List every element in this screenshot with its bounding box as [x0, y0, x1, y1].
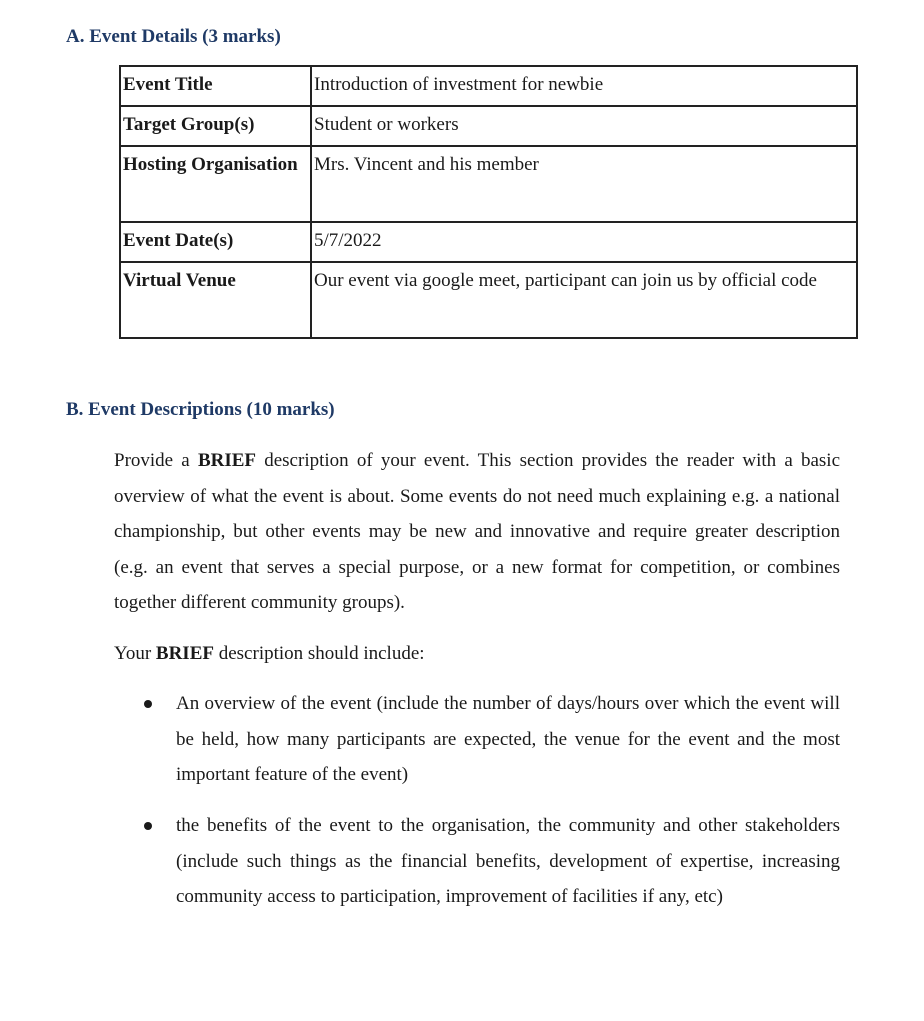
- event-date-label: Event Date(s): [120, 222, 311, 262]
- paragraph-text-pre: Provide a: [114, 450, 198, 471]
- description-paragraph: [114, 443, 840, 621]
- paragraph-bold-brief: BRIEF: [197, 450, 257, 471]
- include-bold-brief: BRIEF: [155, 643, 214, 664]
- table-row: [120, 146, 857, 222]
- include-text-pre: Your: [114, 643, 156, 664]
- include-text-post: description should include:: [213, 643, 425, 664]
- virtual-venue-value: Our event via google meet, participant can join us by official code: [311, 262, 857, 338]
- hosting-organisation-value: Mrs. Vincent and his member: [311, 146, 857, 222]
- table-row: [120, 106, 857, 146]
- table-row: [120, 262, 857, 338]
- hosting-organisation-label: Hosting Organisation: [120, 146, 311, 222]
- target-group-label: Target Group(s): [120, 106, 311, 146]
- bullet-icon: [144, 700, 152, 708]
- event-title-label: Event Title: [120, 66, 311, 106]
- bullet-icon: [144, 822, 152, 830]
- section-a-heading: A. Event Details (3 marks): [66, 26, 281, 47]
- table-row: [120, 222, 857, 262]
- target-group-value: Student or workers: [311, 106, 857, 146]
- section-b-heading: B. Event Descriptions (10 marks): [66, 399, 335, 420]
- list-item: [176, 808, 840, 915]
- virtual-venue-label: Virtual Venue: [120, 262, 311, 338]
- event-details-table: [119, 65, 858, 339]
- event-date-value: 5/7/2022: [311, 222, 857, 262]
- event-title-value: Introduction of investment for newbie: [311, 66, 857, 106]
- paragraph-text-post: description of your event. This section provides the reader with a basic overview of what the event is about. Some events do not need much explaining e.g. a national championship, but other events may be new and innovative and require greater description (e.g. an event that serves a special purpose, or a new format for competition, or combines together different community groups).: [114, 450, 841, 613]
- table-row: [120, 66, 857, 106]
- bullet-text: An overview of the event (include the number of days/hours over which the event will be held, how many participants are expected, the venue for the event and the most important feature of the event): [176, 693, 840, 785]
- bullet-text: the benefits of the event to the organisation, the community and other stakeholders (include such things as the financial benefits, development of expertise, increasing community access to participation, improvement of facilities if any, etc): [176, 815, 840, 907]
- list-item: [176, 686, 840, 793]
- include-paragraph: [114, 636, 840, 672]
